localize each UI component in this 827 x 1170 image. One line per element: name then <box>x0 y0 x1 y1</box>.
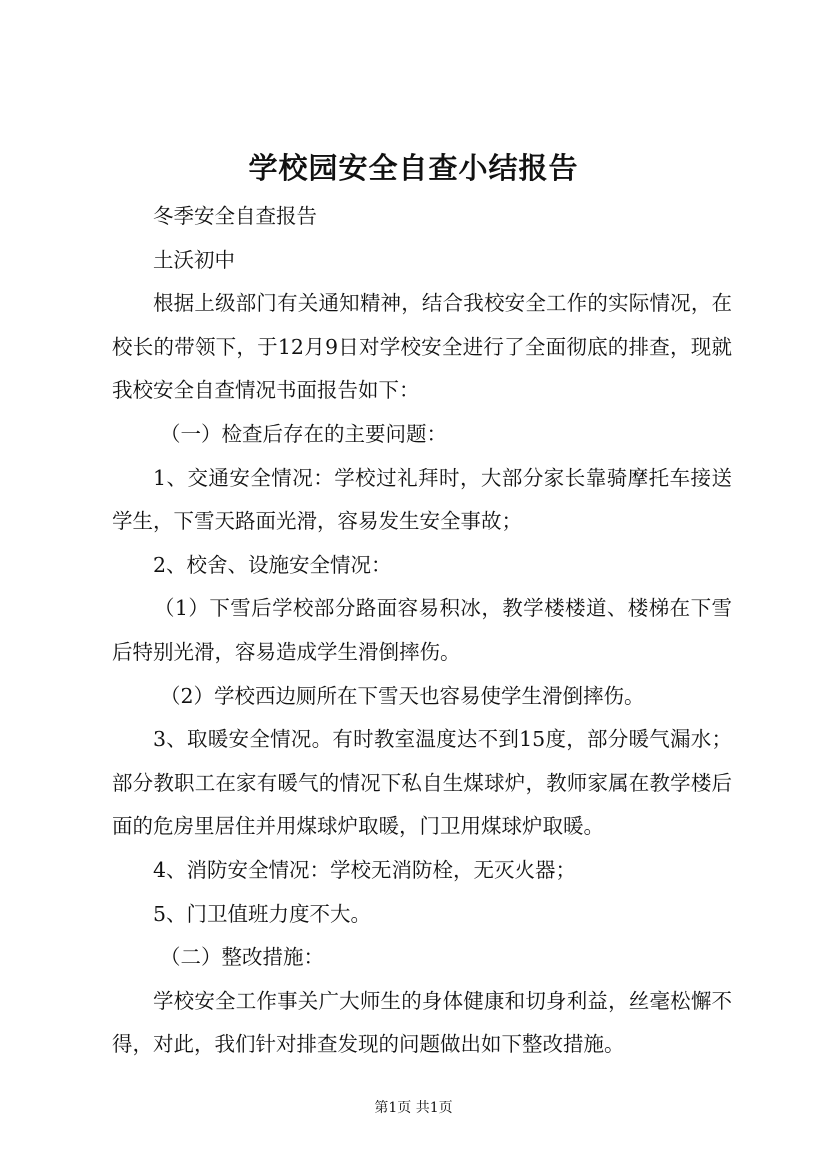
paragraph-guard-duty: 5、门卫值班力度不大。 <box>153 901 372 926</box>
page-footer: 第1页 共1页 <box>374 1100 453 1116</box>
paragraph-traffic-safety: 1、交通安全情况：学校过礼拜时，大部分家长靠骑摩托车接送学生，下雪天路面光滑，容易发生安全事故； <box>112 465 732 534</box>
document-body <box>112 195 732 1067</box>
document-title: 学校园安全自查小结报告 <box>248 151 579 185</box>
paragraph-facilities-safety: 2、校舍、设施安全情况： <box>153 552 392 577</box>
paragraph-heating-safety: 3、取暖安全情况。有时教室温度达不到15度，部分暖气漏水；部分教职工在家有暖气的情况下私自生煤球炉，教师家属在教学楼后面的危房里居住并用煤球炉取暖，门卫用煤球炉取暖。 <box>112 727 732 839</box>
paragraph-intro: 根据上级部门有关通知精神，结合我校安全工作的实际情况，在校长的带领下，于12月9日对学校安全进行了全面彻底的排查，现就我校安全自查情况书面报告如下： <box>112 291 732 403</box>
paragraph-school-name: 土沃初中 <box>153 247 235 272</box>
paragraph-facilities-item-1: （1）下雪后学校部分路面容易积冰，教学楼楼道、楼梯在下雪后特别光滑，容易造成学生滑倒摔伤。 <box>112 596 732 664</box>
section-heading-problems: （一）检查后存在的主要问题： <box>160 421 447 446</box>
paragraph-measures-intro: 学校安全工作事关广大师生的身体健康和切身利益，丝毫松懈不得，对此，我们针对排查发现的问题做出如下整改措施。 <box>112 988 732 1057</box>
section-heading-measures: （二）整改措施： <box>160 945 324 970</box>
paragraph-subtitle: 冬季安全自查报告 <box>153 204 317 228</box>
paragraph-fire-safety: 4、消防安全情况：学校无消防栓，无灭火器； <box>153 857 577 882</box>
paragraph-facilities-item-2: （2）学校西边厕所在下雪天也容易使学生滑倒摔伤。 <box>160 683 645 708</box>
